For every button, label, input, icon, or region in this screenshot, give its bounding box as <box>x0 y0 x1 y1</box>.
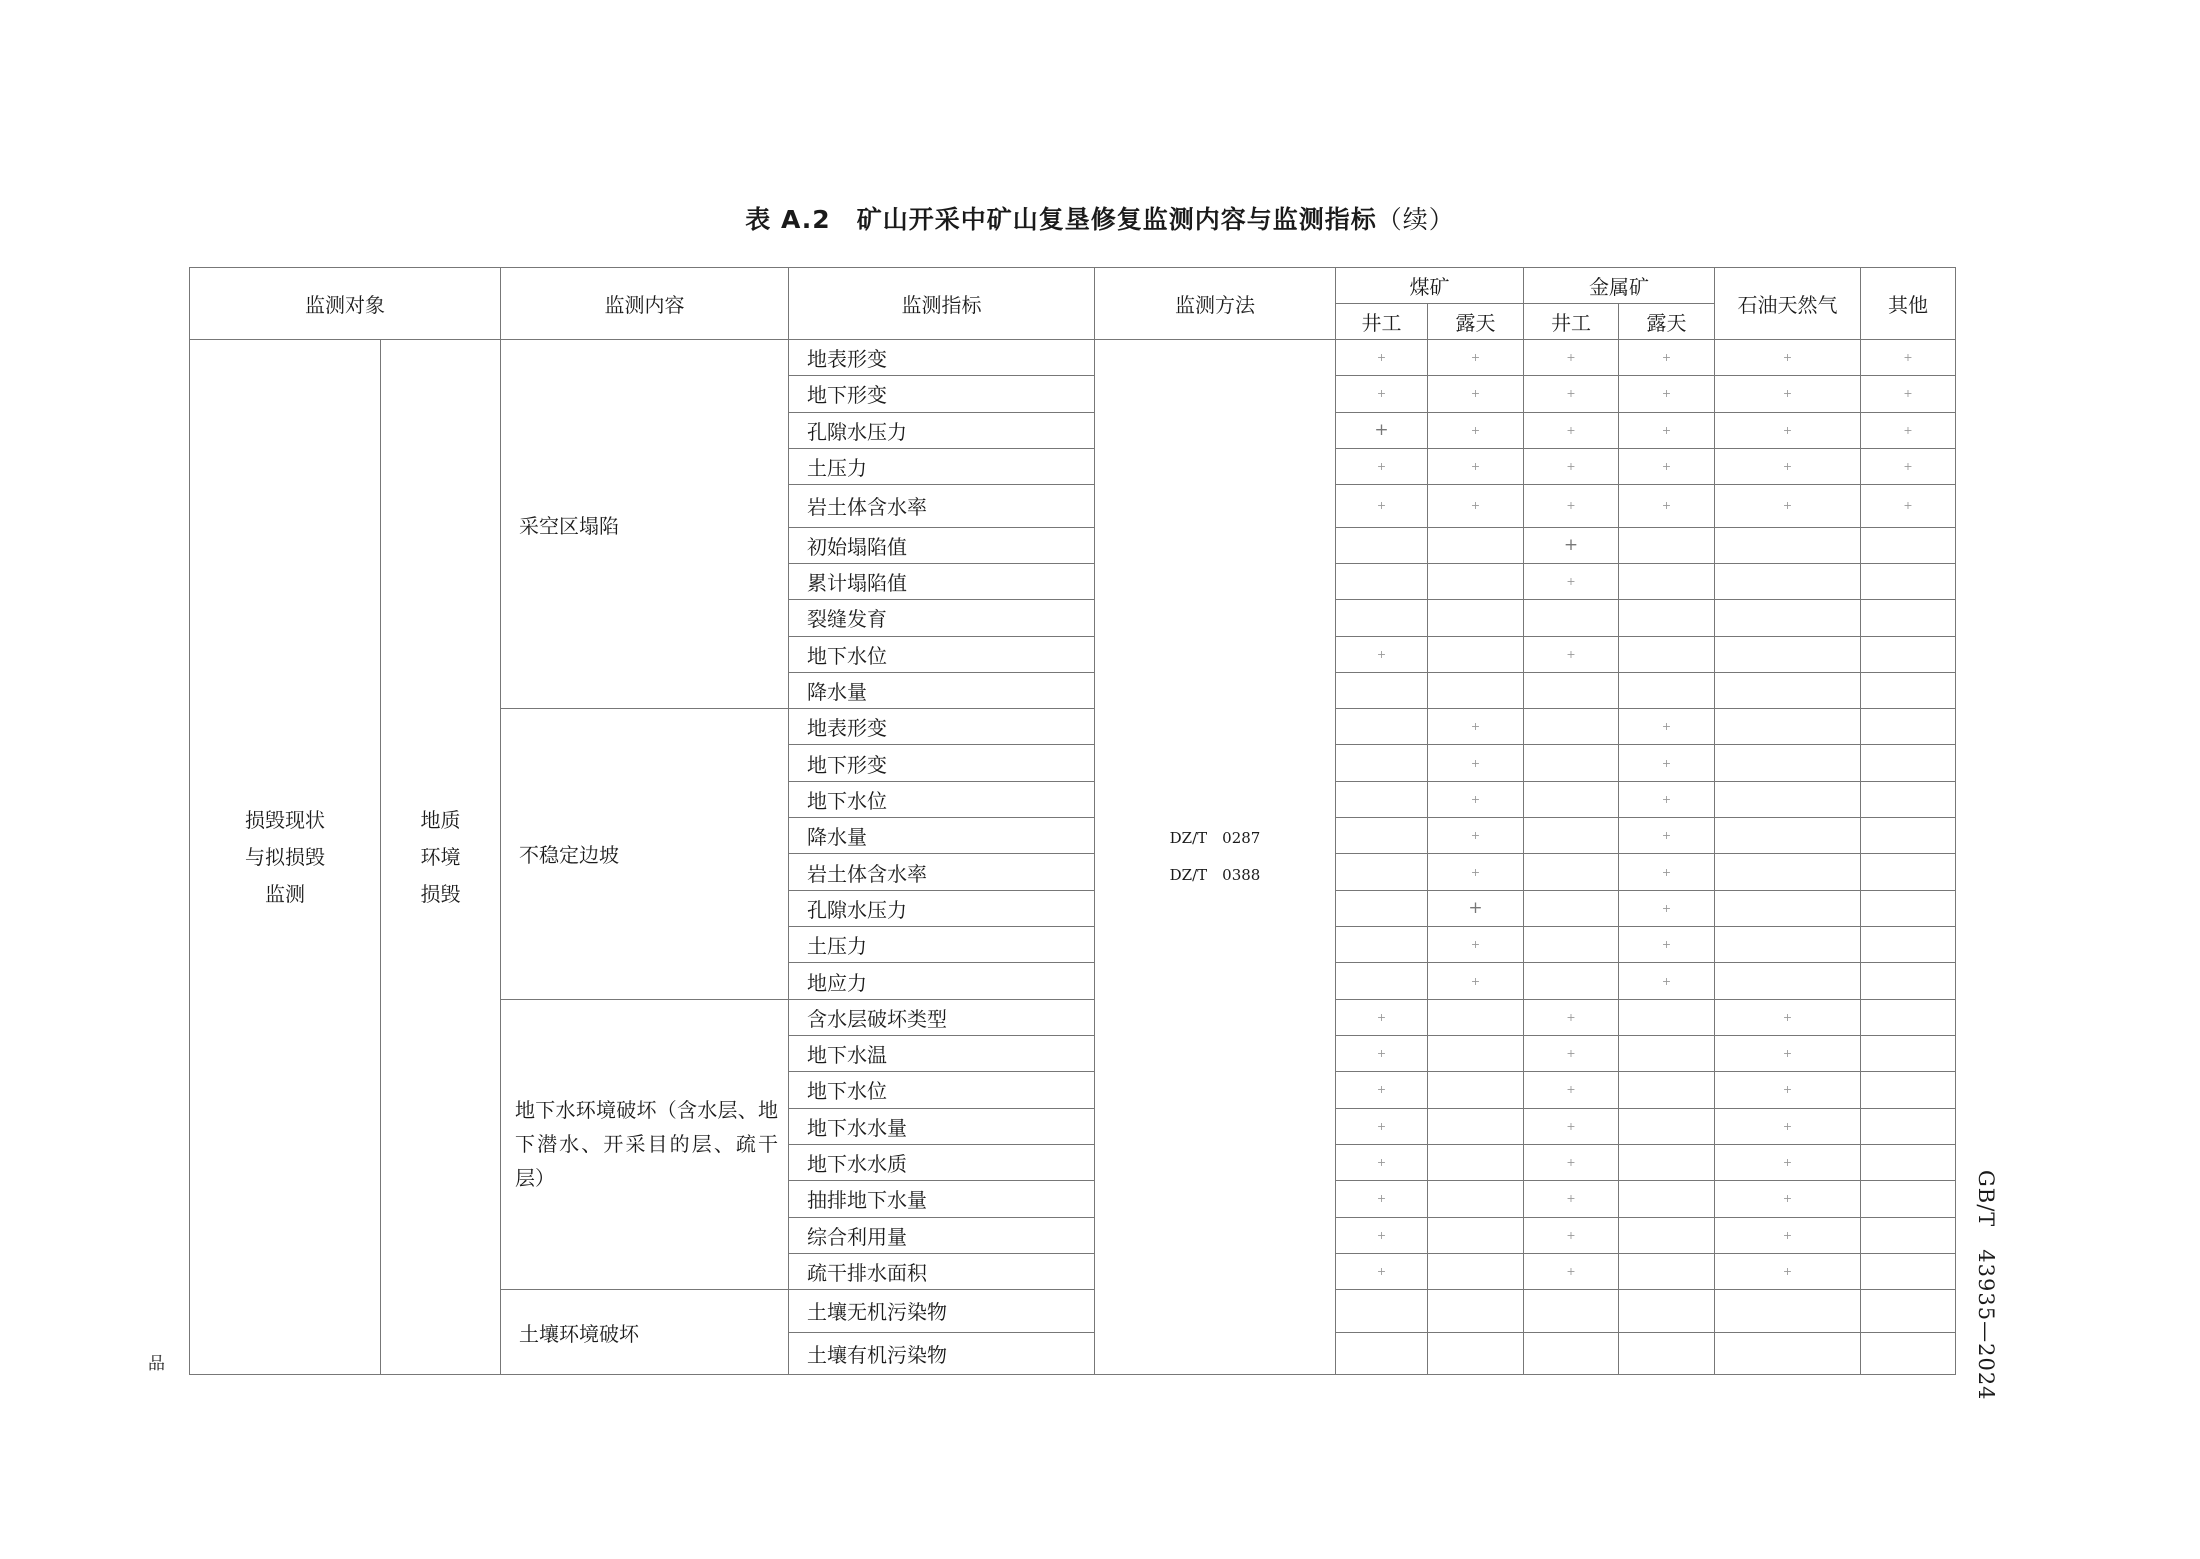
applicability-mark: + <box>1861 340 1956 376</box>
applicability-mark <box>1715 781 1861 817</box>
table-header <box>190 268 1956 340</box>
applicability-mark <box>1336 600 1428 636</box>
applicability-mark <box>1715 927 1861 963</box>
applicability-mark <box>1861 1253 1956 1289</box>
applicability-mark: + <box>1619 927 1715 963</box>
applicability-mark: + <box>1428 745 1524 781</box>
table-title-main: 表 A.2 矿山开采中矿山复垦修复监测内容与监测指标 <box>745 205 1377 234</box>
monitoring-indicator-cell: 综合利用量 <box>789 1217 1095 1253</box>
applicability-mark <box>1861 818 1956 854</box>
monitoring-content-cell <box>501 999 789 1290</box>
monitoring-indicator-cell: 地下水位 <box>789 781 1095 817</box>
applicability-mark: + <box>1715 1181 1861 1217</box>
applicability-mark <box>1619 1072 1715 1108</box>
applicability-mark: + <box>1336 1144 1428 1180</box>
monitoring-table <box>189 267 1956 1375</box>
applicability-mark: + <box>1524 376 1619 412</box>
applicability-mark <box>1336 672 1428 708</box>
applicability-mark: + <box>1524 636 1619 672</box>
applicability-mark: + <box>1336 340 1428 376</box>
applicability-mark: + <box>1428 890 1524 926</box>
applicability-mark <box>1428 1217 1524 1253</box>
method-standard-line1: DZ/T 0287 <box>1169 829 1261 847</box>
applicability-mark <box>1619 600 1715 636</box>
applicability-mark: + <box>1428 709 1524 745</box>
applicability-mark <box>1524 709 1619 745</box>
applicability-mark <box>1619 636 1715 672</box>
applicability-mark <box>1861 563 1956 599</box>
applicability-mark <box>1336 563 1428 599</box>
monitoring-indicator-cell: 地表形变 <box>789 709 1095 745</box>
applicability-mark <box>1861 854 1956 890</box>
applicability-mark: + <box>1861 412 1956 448</box>
applicability-mark: + <box>1524 485 1619 527</box>
applicability-mark <box>1428 600 1524 636</box>
monitoring-indicator-cell: 地下水位 <box>789 636 1095 672</box>
applicability-mark <box>1428 527 1524 563</box>
applicability-mark: + <box>1336 1181 1428 1217</box>
applicability-mark <box>1336 745 1428 781</box>
applicability-mark: + <box>1428 340 1524 376</box>
header-monitoring-method: 监测方法 <box>1095 268 1336 340</box>
applicability-mark <box>1428 1035 1524 1071</box>
applicability-mark: + <box>1619 448 1715 484</box>
applicability-mark: + <box>1619 854 1715 890</box>
applicability-mark: + <box>1524 1217 1619 1253</box>
monitoring-indicator-cell: 地下形变 <box>789 376 1095 412</box>
header-coal-mine: 煤矿 <box>1336 268 1524 304</box>
applicability-mark: + <box>1524 563 1619 599</box>
monitoring-content-label: 不稳定边坡 <box>519 843 619 868</box>
applicability-mark <box>1524 927 1619 963</box>
applicability-mark <box>1861 963 1956 999</box>
applicability-mark <box>1861 709 1956 745</box>
applicability-mark <box>1619 672 1715 708</box>
monitoring-indicator-cell: 地下形变 <box>789 745 1095 781</box>
applicability-mark: + <box>1524 999 1619 1035</box>
monitoring-subobject-label: 地质环境损毁 <box>420 807 461 906</box>
applicability-mark <box>1619 1108 1715 1144</box>
applicability-mark <box>1336 927 1428 963</box>
applicability-mark: + <box>1619 709 1715 745</box>
applicability-mark <box>1715 854 1861 890</box>
method-standard-line2: DZ/T 0388 <box>1169 866 1261 884</box>
applicability-mark: + <box>1524 527 1619 563</box>
header-monitoring-indicator: 监测指标 <box>789 268 1095 340</box>
applicability-mark <box>1428 1144 1524 1180</box>
table-row <box>190 340 1956 376</box>
monitoring-content-cell <box>501 1290 789 1375</box>
applicability-mark: + <box>1715 1108 1861 1144</box>
monitoring-content-cell <box>501 709 789 1000</box>
applicability-mark: + <box>1428 448 1524 484</box>
table-title-continued: （续） <box>1376 205 1455 234</box>
monitoring-indicator-cell: 孔隙水压力 <box>789 890 1095 926</box>
applicability-mark <box>1619 1217 1715 1253</box>
applicability-mark <box>1715 745 1861 781</box>
applicability-mark <box>1715 600 1861 636</box>
applicability-mark: + <box>1861 485 1956 527</box>
applicability-mark: + <box>1336 1072 1428 1108</box>
monitoring-subobject-cell <box>381 340 501 1375</box>
applicability-mark <box>1524 745 1619 781</box>
applicability-mark <box>1336 1290 1428 1332</box>
monitoring-indicator-cell: 降水量 <box>789 672 1095 708</box>
applicability-mark: + <box>1715 1253 1861 1289</box>
applicability-mark <box>1524 854 1619 890</box>
applicability-mark <box>1428 1181 1524 1217</box>
monitoring-indicator-cell: 疏干排水面积 <box>789 1253 1095 1289</box>
monitoring-indicator-cell: 地下水水质 <box>789 1144 1095 1180</box>
applicability-mark: + <box>1715 376 1861 412</box>
monitoring-indicator-cell: 抽排地下水量 <box>789 1181 1095 1217</box>
applicability-mark: + <box>1524 1035 1619 1071</box>
applicability-mark <box>1428 999 1524 1035</box>
applicability-mark: + <box>1336 485 1428 527</box>
applicability-mark <box>1336 963 1428 999</box>
header-monitoring-content: 监测内容 <box>501 268 789 340</box>
applicability-mark <box>1861 1181 1956 1217</box>
applicability-mark <box>1524 963 1619 999</box>
applicability-mark <box>1861 890 1956 926</box>
applicability-mark <box>1619 1035 1715 1071</box>
applicability-mark <box>1619 527 1715 563</box>
monitoring-content-label: 土壤环境破坏 <box>519 1321 639 1346</box>
applicability-mark: + <box>1524 1144 1619 1180</box>
applicability-mark: + <box>1524 1108 1619 1144</box>
monitoring-indicator-cell: 地下水水量 <box>789 1108 1095 1144</box>
applicability-mark: + <box>1715 1035 1861 1071</box>
applicability-mark: + <box>1619 890 1715 926</box>
applicability-mark <box>1861 999 1956 1035</box>
applicability-mark <box>1861 636 1956 672</box>
applicability-mark <box>1524 600 1619 636</box>
monitoring-indicator-cell: 土壤无机污染物 <box>789 1290 1095 1332</box>
monitoring-indicator-cell: 初始塌陷值 <box>789 527 1095 563</box>
applicability-mark <box>1619 1332 1715 1374</box>
applicability-mark: + <box>1336 376 1428 412</box>
applicability-mark <box>1619 563 1715 599</box>
applicability-mark <box>1619 1290 1715 1332</box>
applicability-mark: + <box>1715 340 1861 376</box>
applicability-mark: + <box>1336 1035 1428 1071</box>
applicability-mark <box>1861 527 1956 563</box>
applicability-mark <box>1861 1217 1956 1253</box>
applicability-mark: + <box>1619 818 1715 854</box>
applicability-mark: + <box>1524 1072 1619 1108</box>
applicability-mark <box>1861 1035 1956 1071</box>
applicability-mark <box>1524 672 1619 708</box>
monitoring-indicator-cell: 土壤有机污染物 <box>789 1332 1095 1374</box>
applicability-mark: + <box>1619 412 1715 448</box>
applicability-mark: + <box>1336 1108 1428 1144</box>
applicability-mark <box>1336 1332 1428 1374</box>
applicability-mark <box>1715 563 1861 599</box>
applicability-mark <box>1336 890 1428 926</box>
applicability-mark: + <box>1861 376 1956 412</box>
applicability-mark: + <box>1428 927 1524 963</box>
applicability-mark <box>1428 672 1524 708</box>
header-metal-openpit: 露天 <box>1619 304 1715 340</box>
applicability-mark <box>1428 1332 1524 1374</box>
applicability-mark <box>1619 1181 1715 1217</box>
monitoring-indicator-cell: 地应力 <box>789 963 1095 999</box>
applicability-mark: + <box>1861 448 1956 484</box>
applicability-mark <box>1428 563 1524 599</box>
monitoring-content-label: 地下水环境破坏（含水层、地下潜水、开采目的层、疏干层） <box>515 1098 778 1191</box>
monitoring-indicator-cell: 孔隙水压力 <box>789 412 1095 448</box>
applicability-mark: + <box>1428 485 1524 527</box>
applicability-mark <box>1715 1290 1861 1332</box>
monitoring-indicator-cell: 裂缝发育 <box>789 600 1095 636</box>
applicability-mark: + <box>1336 1253 1428 1289</box>
monitoring-indicator-cell: 地下水位 <box>789 1072 1095 1108</box>
applicability-mark <box>1861 927 1956 963</box>
applicability-mark: + <box>1524 412 1619 448</box>
applicability-mark <box>1336 527 1428 563</box>
applicability-mark <box>1336 854 1428 890</box>
applicability-mark <box>1619 1144 1715 1180</box>
monitoring-indicator-cell: 土压力 <box>789 927 1095 963</box>
applicability-mark: + <box>1428 963 1524 999</box>
monitoring-content-cell <box>501 340 789 709</box>
applicability-mark <box>1428 1072 1524 1108</box>
applicability-mark: + <box>1428 412 1524 448</box>
monitoring-indicator-cell: 岩土体含水率 <box>789 485 1095 527</box>
monitoring-indicator-cell: 土压力 <box>789 448 1095 484</box>
applicability-mark <box>1715 636 1861 672</box>
applicability-mark: + <box>1336 1217 1428 1253</box>
applicability-mark <box>1715 963 1861 999</box>
applicability-mark: + <box>1715 1217 1861 1253</box>
applicability-mark: + <box>1619 340 1715 376</box>
applicability-mark <box>1715 1332 1861 1374</box>
monitoring-indicator-cell: 地下水温 <box>789 1035 1095 1071</box>
applicability-mark <box>1524 1332 1619 1374</box>
applicability-mark <box>1524 781 1619 817</box>
applicability-mark: + <box>1619 963 1715 999</box>
applicability-mark <box>1428 636 1524 672</box>
applicability-mark: + <box>1619 485 1715 527</box>
monitoring-object-label: 损毁现状与拟损毁监测 <box>245 807 325 906</box>
applicability-mark <box>1715 527 1861 563</box>
applicability-mark <box>1619 1253 1715 1289</box>
applicability-mark: + <box>1524 340 1619 376</box>
header-other: 其他 <box>1861 268 1956 340</box>
applicability-mark <box>1715 672 1861 708</box>
applicability-mark <box>1861 745 1956 781</box>
applicability-mark <box>1336 818 1428 854</box>
monitoring-indicator-cell: 地表形变 <box>789 340 1095 376</box>
applicability-mark <box>1428 1290 1524 1332</box>
applicability-mark: + <box>1524 448 1619 484</box>
applicability-mark: + <box>1524 1181 1619 1217</box>
applicability-mark: + <box>1715 485 1861 527</box>
applicability-mark <box>1715 890 1861 926</box>
applicability-mark: + <box>1428 376 1524 412</box>
applicability-mark: + <box>1715 1144 1861 1180</box>
applicability-mark <box>1861 1108 1956 1144</box>
applicability-mark: + <box>1715 412 1861 448</box>
applicability-mark: + <box>1428 818 1524 854</box>
header-metal-mine: 金属矿 <box>1524 268 1715 304</box>
monitoring-indicator-cell: 累计塌陷值 <box>789 563 1095 599</box>
monitoring-indicator-cell: 岩土体含水率 <box>789 854 1095 890</box>
applicability-mark: + <box>1336 999 1428 1035</box>
applicability-mark <box>1428 1108 1524 1144</box>
applicability-mark <box>1336 709 1428 745</box>
applicability-mark <box>1861 1332 1956 1374</box>
applicability-mark: + <box>1715 1072 1861 1108</box>
applicability-mark <box>1861 1290 1956 1332</box>
applicability-mark <box>1524 1290 1619 1332</box>
applicability-mark: + <box>1619 781 1715 817</box>
applicability-mark <box>1861 1072 1956 1108</box>
header-coal-underground: 井工 <box>1336 304 1428 340</box>
applicability-mark: + <box>1336 448 1428 484</box>
monitoring-indicator-cell: 降水量 <box>789 818 1095 854</box>
applicability-mark: + <box>1336 636 1428 672</box>
applicability-mark: + <box>1619 376 1715 412</box>
applicability-mark <box>1715 818 1861 854</box>
monitoring-indicator-cell: 含水层破坏类型 <box>789 999 1095 1035</box>
applicability-mark: + <box>1336 412 1428 448</box>
applicability-mark <box>1861 1144 1956 1180</box>
corner-mark: 品 <box>148 1354 165 1374</box>
applicability-mark: + <box>1524 1253 1619 1289</box>
applicability-mark: + <box>1619 745 1715 781</box>
applicability-mark: + <box>1715 448 1861 484</box>
applicability-mark <box>1861 781 1956 817</box>
header-oil-gas: 石油天然气 <box>1715 268 1861 340</box>
applicability-mark: + <box>1715 999 1861 1035</box>
header-monitoring-object: 监测对象 <box>190 268 501 340</box>
applicability-mark <box>1861 672 1956 708</box>
applicability-mark: + <box>1428 781 1524 817</box>
standard-number-label: GB/T 43935—2024 <box>1974 1170 1998 1401</box>
applicability-mark: + <box>1428 854 1524 890</box>
applicability-mark <box>1861 600 1956 636</box>
monitoring-content-label: 采空区塌陷 <box>519 513 619 538</box>
applicability-mark <box>1428 1253 1524 1289</box>
applicability-mark <box>1524 818 1619 854</box>
table-body <box>190 340 1956 1375</box>
applicability-mark <box>1619 999 1715 1035</box>
monitoring-object-cell <box>190 340 381 1375</box>
monitoring-method-cell <box>1095 340 1336 1375</box>
header-coal-openpit: 露天 <box>1428 304 1524 340</box>
table-title <box>0 200 2200 236</box>
applicability-mark <box>1524 890 1619 926</box>
header-metal-underground: 井工 <box>1524 304 1619 340</box>
applicability-mark <box>1336 781 1428 817</box>
applicability-mark <box>1715 709 1861 745</box>
